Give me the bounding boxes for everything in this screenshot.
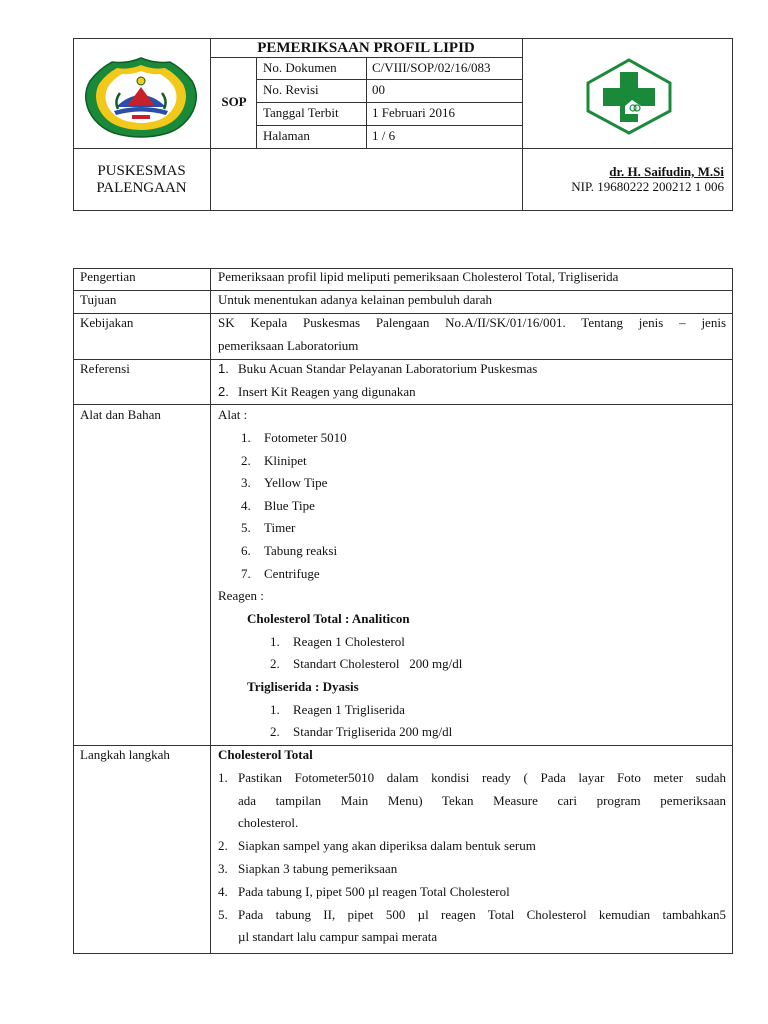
header-divider <box>256 125 522 126</box>
alat-item: Timer <box>264 520 296 535</box>
kebijakan-text-line2: pemeriksaan Laboratorium <box>218 338 359 353</box>
alat-number: 7. <box>241 565 251 581</box>
meta-value-no-revisi: 00 <box>372 82 385 97</box>
header-divider <box>210 57 522 58</box>
kebijakan-text-line1: SK Kepala Puskesmas Palengaan No.A/II/SK/01/16/001. Tentang jenis – jenis <box>218 315 726 330</box>
alat-heading: Alat : <box>218 407 248 422</box>
trigliserida-reagent-heading: Trigliserida : Dyasis <box>247 679 359 694</box>
referensi-number: 2. <box>218 384 229 399</box>
puskesmas-logo <box>585 58 673 135</box>
step-text: Pada tabung II, pipet 500 µl reagen Total Cholesterol kemudian tambahkan5 <box>238 906 726 922</box>
step-number: 2. <box>218 838 228 853</box>
alat-number: 1. <box>241 430 251 445</box>
reagen-heading: Reagen : <box>218 588 264 603</box>
reagent-item: Standart Cholesterol 200 mg/dl <box>293 656 463 671</box>
alat-number: 2. <box>241 452 251 468</box>
header-divider <box>256 57 257 149</box>
referensi-item: Buku Acuan Standar Pelayanan Laboratorium Puskesmas <box>238 361 538 376</box>
sop-label: SOP <box>221 94 247 109</box>
label-pengertian: Pengertian <box>80 269 136 284</box>
reagent-number: 2. <box>270 724 280 739</box>
alat-number: 6. <box>241 543 251 558</box>
label-alat-dan-bahan: Alat dan Bahan <box>80 407 161 422</box>
signatory-nip: NIP. 19680222 200212 1 006 <box>571 179 724 194</box>
row-divider <box>73 404 733 405</box>
alat-number: 5. <box>241 520 251 535</box>
tujuan-text: Untuk menentukan adanya kelainan pembuluh darah <box>218 292 492 307</box>
meta-label-halaman: Halaman <box>263 128 310 143</box>
step-number: 1. <box>218 769 228 785</box>
step-text: ada tampilan Main Menu) Tekan Measure cari program pemeriksaan <box>238 792 726 808</box>
meta-value-no-dokumen: C/VIII/SOP/02/16/083 <box>372 60 491 75</box>
step-text: Pada tabung I, pipet 500 µl reagen Total Cholesterol <box>238 883 510 899</box>
document-title: PEMERIKSAAN PROFIL LIPID <box>257 40 475 56</box>
step-text: Siapkan 3 tabung pemeriksaan <box>238 860 398 876</box>
reagent-item: Standar Trigliserida 200 mg/dl <box>293 724 453 739</box>
referensi-number: 1. <box>218 361 229 376</box>
step-text: cholesterol. <box>238 815 299 830</box>
step-text: Siapkan sampel yang akan diperiksa dalam bentuk serum <box>238 838 536 853</box>
pengertian-text: Pemeriksaan profil lipid meliputi pemeriksaan Cholesterol Total, Trigliserida <box>218 269 619 284</box>
label-langkah: Langkah langkah <box>80 747 170 762</box>
langkah-heading: Cholesterol Total <box>218 747 313 762</box>
header-divider <box>210 38 211 211</box>
step-text: Pastikan Fotometer5010 dalam kondisi ready ( Pada layar Foto meter sudah <box>238 769 726 785</box>
alat-item: Klinipet <box>264 452 307 468</box>
signatory-name: dr. H. Saifudin, M.Si <box>609 164 724 179</box>
alat-item: Fotometer 5010 <box>264 430 347 445</box>
header-divider <box>256 79 522 80</box>
alat-item: Blue Tipe <box>264 497 315 513</box>
alat-item: Centrifuge <box>264 565 320 581</box>
label-referensi: Referensi <box>80 361 130 376</box>
label-tujuan: Tujuan <box>80 292 117 307</box>
reagent-item: Reagen 1 Cholesterol <box>293 633 405 649</box>
meta-label-no-dokumen: No. Dokumen <box>263 60 337 75</box>
step-number: 4. <box>218 883 228 899</box>
reagent-number: 1. <box>270 633 280 649</box>
header-divider <box>366 57 367 149</box>
header-divider <box>73 148 733 149</box>
org-name-line2: PALENGAAN <box>96 180 187 196</box>
meta-value-halaman: 1 / 6 <box>372 128 396 143</box>
reagent-item: Reagen 1 Trigliserida <box>293 701 405 717</box>
header-divider <box>256 102 522 103</box>
meta-label-tanggal-terbit: Tanggal Terbit <box>263 105 339 120</box>
row-divider <box>73 745 733 746</box>
step-text: µl standart lalu campur sampai merata <box>238 929 438 944</box>
meta-label-no-revisi: No. Revisi <box>263 82 319 97</box>
cholesterol-reagent-heading: Cholesterol Total : Analiticon <box>247 611 410 626</box>
label-kebijakan: Kebijakan <box>80 315 134 330</box>
meta-value-tanggal-terbit: 1 Februari 2016 <box>372 105 456 120</box>
org-name-line1: PUSKESMAS <box>97 163 186 179</box>
reagent-number: 2. <box>270 656 280 671</box>
referensi-item: Insert Kit Reagen yang digunakan <box>238 384 416 399</box>
alat-item: Yellow Tipe <box>264 475 328 490</box>
step-number: 5. <box>218 906 228 922</box>
step-number: 3. <box>218 860 228 876</box>
alat-number: 4. <box>241 497 251 513</box>
alat-item: Tabung reaksi <box>264 543 338 558</box>
alat-number: 3. <box>241 475 251 490</box>
column-divider <box>210 268 211 954</box>
regency-emblem-logo <box>80 55 202 139</box>
reagent-number: 1. <box>270 701 280 717</box>
